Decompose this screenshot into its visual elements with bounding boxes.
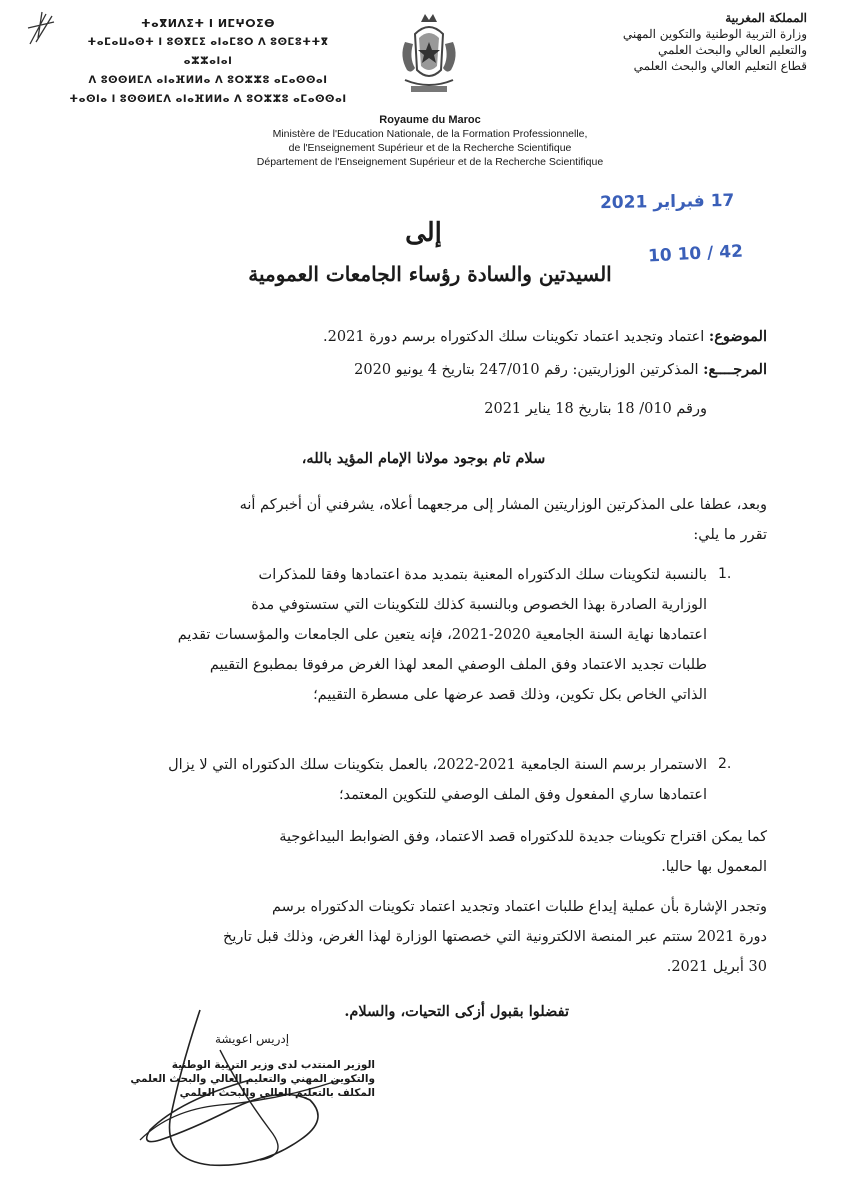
intro-line-1: وبعد، عطفا على المذكرتين الوزاريتين المشار إلى مرجعهما أعلاه، يشرفني أن أخبركم أنه [239,497,767,513]
arabic-line-3: والتعليم العالي والبحث العلمي [658,43,807,57]
reference-line-1 [77,355,767,385]
signatory-title-2: والتكوين المهني والتعليم العالي والبحث العلمي [130,1073,375,1085]
intro-line-2: تقرر ما يلي: [693,527,767,543]
royal-emblem-icon [397,12,461,100]
french-line-2: Ministère de l'Education Nationale, de la Formation Professionnelle, [272,128,588,140]
reference-line-2: ورقم 010/ 18 بتاريخ 18 يناير 2021 [484,401,707,417]
item1-line-2: الوزارية الصادرة بهذا الخصوص وبالنسبة كذلك للتكوينات التي ستستوفي مدة [251,597,707,613]
french-line-1: Royaume du Maroc [379,114,481,126]
corner-scribble [24,8,64,48]
reference-text-1: المذكرتين الوزاريتين: رقم 247/010 بتاريخ 4 يونيو 2020 [354,362,699,378]
subject-text: اعتماد وتجديد اعتماد تكوينات سلك الدكتوراه برسم دورة 2021. [323,329,705,345]
item2-line-1: الاستمرار برسم السنة الجامعية 2021-2022، بالعمل بتكوينات سلك الدكتوراه التي لا يزال [168,757,707,773]
french-header [200,113,660,169]
arabic-line-2: وزارة التربية الوطنية والتكوين المهني [622,27,807,41]
signatory-title-1: الوزير المنتدب لدى وزير التربية الوطنية [171,1059,375,1071]
para4-line-1: وتجدر الإشارة بأن عملية إيداع طلبات اعتماد وتجديد اعتماد تكوينات الدكتوراه برسم [272,899,767,915]
item1-paragraph [77,560,707,710]
arabic-line-4: قطاع التعليم العالي والبحث العلمي [633,59,807,73]
closing: تفضلوا بقبول أزكى التحيات، والسلام. [344,1003,569,1020]
greeting: سلام تام بوجود مولانا الإمام المؤيد بالله، [301,450,546,467]
signatory-name: إدريس اعويشة [215,1032,290,1046]
signatory-title-3: المكلف بالتعليم العالي والبحث العلمي [179,1087,375,1099]
tifinagh-header [68,14,348,109]
para3-line-2: المعمول بها حاليا. [661,859,767,875]
tifinagh-line-4: ⵜⴰⵙⵏⴰ ⵏ ⵓⵙⵙⵍⵎⴷ ⴰⵏⴰⴼⵍⵍⴰ ⴷ ⵓⵔⵣⵣⵓ ⴰⵎⴰⵙⵙⴰⵏ [69,94,347,105]
addressee-to: إلى [405,218,442,248]
french-line-3: de l'Enseignement Supérieur et de la Recherche Scientifique [288,142,572,154]
tifinagh-line-1: ⵜⴰⴳⵍⴷⵉⵜ ⵏ ⵍⵎⵖⵔⵉⴱ [140,17,275,30]
para4-line-3: 30 أبريل 2021. [666,959,767,975]
item2-number: 2. [718,756,732,772]
intro-paragraph [77,490,767,550]
addressee-recipients: السيدتين والسادة رؤساء الجامعات العمومية [248,262,612,286]
paragraph-deadline [77,892,767,982]
reference-label: المرجــــع: [703,361,767,378]
subject-label: الموضوع: [708,328,767,345]
tifinagh-line-3: ⴷ ⵓⵙⵙⵍⵎⴷ ⴰⵏⴰⴼⵍⵍⴰ ⴷ ⵓⵔⵣⵣⵓ ⴰⵎⴰⵙⵙⴰⵏ [88,75,328,86]
item1-line-1: بالنسبة لتكوينات سلك الدكتوراه المعنية بتمديد مدة اعتمادها وفقا للمذكرات [258,567,707,583]
item2-paragraph [77,750,707,810]
arabic-header [547,10,807,74]
item2-line-2: اعتمادها ساري المفعول وفق الملف الوصفي للتكوين المعتمد؛ [338,787,707,803]
para4-line-2: دورة 2021 ستتم عبر المنصة الالكترونية التي خصصتها الوزارة لهذا الغرض، وذلك قبل تاريخ [223,929,767,945]
signatory-title [95,1058,375,1100]
item1-line-5: الذاتي الخاص بكل تكوين، وذلك قصد عرضها على مسطرة التقييم؛ [313,687,707,703]
french-line-4: Département de l'Enseignement Supérieur et de la Recherche Scientifique [256,156,604,168]
subject-line [77,322,767,352]
para3-line-1: كما يمكن اقتراح تكوينات جديدة للدكتوراه قصد الاعتماد، وفق الضوابط البيداغوجية [279,829,767,845]
item1-line-3: اعتمادها نهاية السنة الجامعية 2020-2021، فإنه يتعين على الجامعات والمؤسسات تقديم [177,627,707,643]
tifinagh-line-2: ⵜⴰⵎⴰⵡⴰⵙⵜ ⵏ ⵓⵙⴳⵎⵉ ⴰⵏⴰⵎⵓⵔ ⴷ ⵓⵙⵎⵓⵜⵜⴳ ⴰⵣⵣⴰⵏⴰⵏ [87,37,329,67]
arabic-line-1: المملكة المغربية [725,11,807,25]
date-stamp: 17 فبراير 2021 [599,190,735,214]
item1-line-4: طلبات تجديد الاعتماد وفق الملف الوصفي المعد لهذا الغرض مرفوقا بمطبوع التقييم [209,657,707,673]
reference-stamp: 10 10 / 42 [647,241,744,267]
item1-number: 1. [718,566,732,582]
paragraph-new-trainings [77,822,767,882]
